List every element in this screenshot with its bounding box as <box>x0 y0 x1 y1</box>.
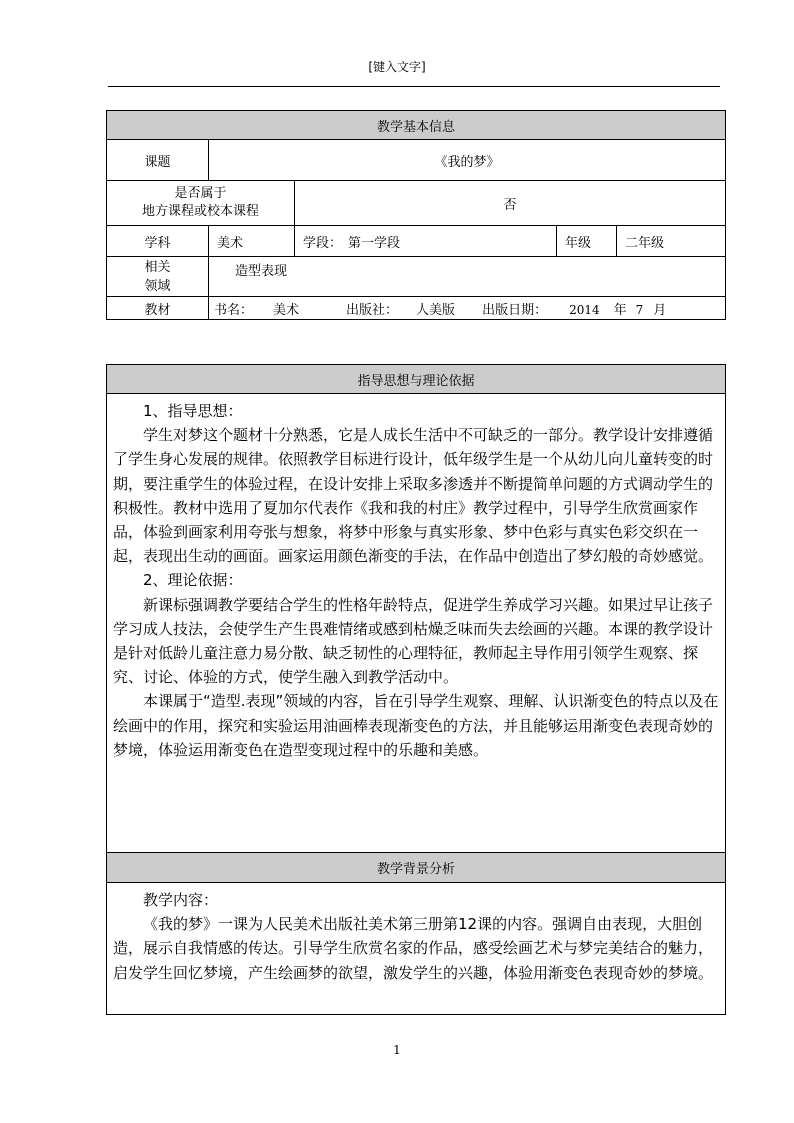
basic-info-title: 教学基本信息 <box>107 111 726 140</box>
local-course-value: 否 <box>295 181 726 226</box>
subject-value: 美术 <box>209 226 295 257</box>
guidance-paragraph: 新课标强调教学要结合学生的性格年龄特点，促进学生养成学习兴趣。如果过早让孩子学习成人技法，会使学生产生畏难情绪或感到枯燥乏味而失去绘画的兴趣。本课的教学设计是针对低龄儿童注意力易分散、缺乏韧性的心理特征，教师起主导作用引领学生观察、探究、讨论、体验的方式，使学生融入到教学活动中。 <box>113 595 714 687</box>
publisher-value: 人美版 <box>416 302 456 318</box>
background-paragraph: 《我的梦》一课为人民美术出版社美术第三册第12课的内容。强调自由表现，大胆创造，展示自我情感的传达。引导学生欣赏名家的作品，感受绘画艺术与梦完美结合的魅力，启发学生回忆梦境，产生绘画梦的欲望，激发学生的兴趣，体验用渐变色表现奇妙的梦境。 <box>113 915 714 982</box>
local-course-label-line1: 是否属于 <box>174 186 227 201</box>
basic-info-table <box>106 110 726 320</box>
domain-label-line2: 领域 <box>144 278 171 294</box>
domain-label <box>107 257 209 297</box>
year-char: 年 <box>613 302 627 318</box>
domain-label-line1: 相关 <box>144 259 171 275</box>
textbook-label: 教材 <box>107 297 209 320</box>
domain-value: 造型表现 <box>209 257 726 297</box>
stage-cell <box>295 226 557 257</box>
header-rule <box>108 86 720 87</box>
topic-value: 《我的梦》 <box>209 140 726 181</box>
background-body <box>107 883 726 1015</box>
grade-value: 二年级 <box>617 226 726 257</box>
analysis-table <box>106 364 726 1015</box>
guidance-paragraph: 2、理论依据： <box>143 571 243 590</box>
guidance-body <box>107 394 726 853</box>
textbook-info <box>209 297 726 320</box>
guidance-title: 指导思想与理论依据 <box>107 365 726 394</box>
page-number: 1 <box>393 1043 401 1057</box>
page-header-text: [键入文字] <box>368 60 426 74</box>
month-char: 月 <box>653 302 667 318</box>
pub-month: 7 <box>635 302 644 317</box>
local-course-label <box>107 181 295 226</box>
stage-value: 第一学段 <box>348 235 401 251</box>
background-paragraph: 教学内容： <box>143 891 219 909</box>
background-title: 教学背景分析 <box>107 853 726 883</box>
book-name-label: 书名： <box>214 302 254 318</box>
local-course-label-line2: 地方课程或校本课程 <box>141 204 259 219</box>
guidance-paragraph: 本课属于“造型.表现”领域的内容，旨在引导学生观察、理解、认识渐变色的特点以及在绘画中的作用，探究和实验运用油画棒表现渐变色的方法，并且能够运用渐变色表现奇妙的梦境，体验运用渐变色在造型变现过程中的乐趣和美感。 <box>113 692 719 759</box>
grade-label: 年级 <box>557 226 617 257</box>
guidance-paragraph: 1、指导思想： <box>143 402 243 420</box>
guidance-paragraph: 学生对梦这个题材十分熟悉，它是人成长生活中不可缺乏的一部分。教学设计安排遵循了学生身心发展的规律。依照教学目标进行设计，低年级学生是一个从幼儿向儿童转变的时期，要注重学生的体验过程，在设计安排上采取多渗透并不断提简单问题的方式调动学生的积极性。教材中选用了夏加尔代表作《我和我的村庄》教学过程中，引导学生欣赏画家作品，体验到画家利用夸张与想象，将梦中形象与真实形象、梦中色彩与真实色彩交织在一起，表现出生动的画面。画家运用颜色渐变的手法，在作品中创造出了梦幻般的奇妙感觉。 <box>113 426 714 566</box>
topic-label: 课题 <box>107 140 209 181</box>
pub-year: 2014 <box>569 302 600 317</box>
publisher-label: 出版社： <box>346 302 399 318</box>
stage-label: 学段： <box>303 235 343 251</box>
book-name-value: 美术 <box>273 302 300 318</box>
pub-date-label: 出版日期： <box>482 302 548 318</box>
subject-label: 学科 <box>107 226 209 257</box>
